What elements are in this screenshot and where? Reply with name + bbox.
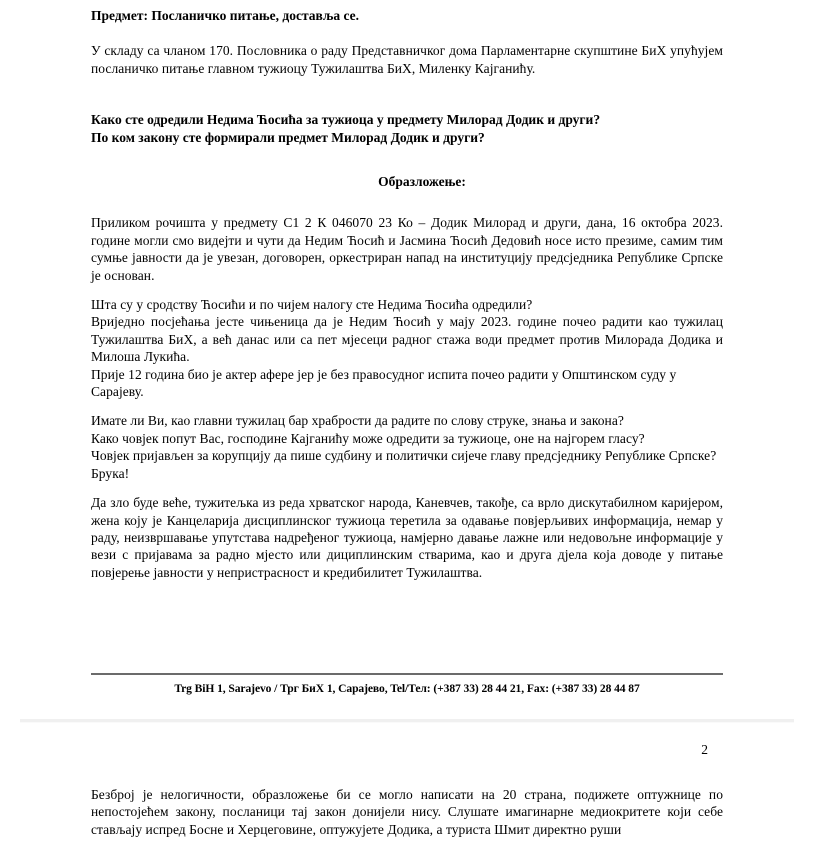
subject-line: Предмет: Посланичко питање, доставља се. (91, 8, 359, 23)
page-footer (91, 673, 723, 696)
spacer (91, 482, 723, 494)
footer-divider (91, 673, 723, 675)
question-line-2: По ком закону сте формирали предмет Милорад Додик и други? (91, 129, 485, 145)
body-paragraph-4: Да зло буде веће, тужитељка из реда хрватског народа, Каневчев, такође, са врло дискутабилном каријером, жена коју је Канцеларија дисциплинског тужиоца теретила за одавање повјерљивих информација, немар у раду, неизвршавање упутстава надређеног тужиоца, намјерно давање лажне или недовољне информације у вези с пријавама за радно мјесто или дициплинским стварима, као и друга дјела која доводе у питање повјерење јавности у непристрасност и кредибилитет Тужилаштва. (91, 495, 723, 580)
question-line-1: Како сте одредили Недима Ћосића за тужиоца у предмету Милорад Додик и други? (91, 112, 601, 128)
spacer (91, 24, 723, 42)
footer-address: Trg BiH 1, Sarajevo / Трг БиХ 1, Сарајево, Tel/Тел: (+387 33) 28 44 21, Fax: (+387 33) 28 44 87 (174, 682, 640, 695)
body-paragraph-1: Приликом рочишта у предмету С1 2 К 046070 23 Ко – Додик Милорад и други, дана, 16 октобра 2023. године могли смо видејти и чути да Недим Ћосић и Јасмина Ћосић Дедовић носе исто презиме, самим тим сумње јавности да је увезан, договорен, оркестриран напад на институцију предсједника Републике Српске је основан. (91, 215, 723, 283)
page-2-content (91, 758, 723, 838)
body-paragraph-2: Шта су у сродству Ћосићи и по чијем налогу сте Недима Ћосића одредили? Вриједно посјећања јесте чињеница да је Недим Ћосић у мају 2023. године почео радити као тужилац Тужилаштва БиХ, а већ данас или са пет мјесеци радног стажа води предмет против Милорада Додика и Милоша Лукића. Прије 12 година био је актер афере јер је без правосудног испита почео радити у Општинском суду у Сарајеву. (91, 297, 723, 400)
document-page-2 (0, 724, 814, 856)
body-paragraph-page2: Безброј је нелогичности, образложење би се могло написати на 20 страна, подижете оптужнице по непостојећем закону, посланици тај закон донијели нису. Слушате имагинарне медиокритете који себе стављају испред Босне и Херцеговине, оптужујете Додика, а туриста Шмит директно руши (91, 787, 723, 837)
spacer (91, 284, 723, 296)
page-number: 2 (701, 742, 708, 757)
spacer (91, 190, 723, 214)
body-paragraph-3: Имате ли Ви, као главни тужилац бар храбрости да радите по слову струке, знања и закона? Како човјек попут Вас, господине Кајганићу може одредити за тужиоце, оне на најгорем гласу? Човјек пријављен за корупцију да пише судбину и политички сијече главу предсједнику Републике Српске? Брука! (91, 413, 717, 481)
spacer (91, 400, 723, 412)
intro-paragraph: У складу са чланом 170. Пословника о раду Представничког дома Парламентарне скупштине БиХ упућујем посланичко питање главном тужиоцу Тужилаштва БиХ, Миленку Кајганићу. (91, 43, 723, 76)
spacer (91, 146, 723, 174)
spacer (91, 77, 723, 111)
reason-heading: Образложење: (378, 174, 466, 190)
question-block (91, 111, 723, 146)
